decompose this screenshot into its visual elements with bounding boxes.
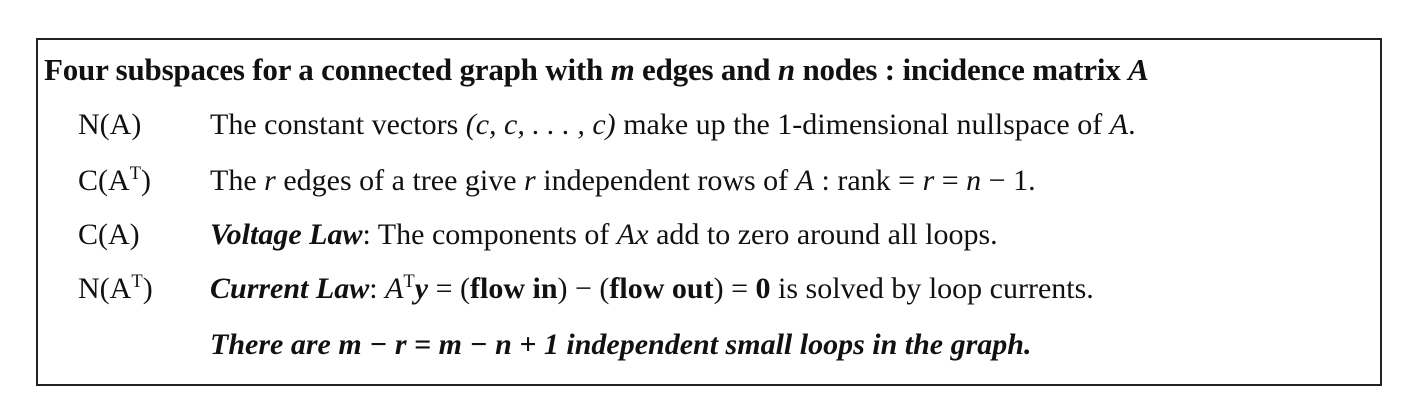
text: C(A [78, 164, 130, 197]
superscript: T [403, 270, 415, 292]
text: is solved by loop currents. [770, 272, 1094, 305]
text: ) [141, 164, 152, 197]
text: make up the 1-dimensional nullspace of [615, 108, 1110, 141]
text-rowspace [210, 164, 1036, 198]
text: ) [142, 272, 153, 305]
subspaces-box [36, 38, 1382, 386]
text: : rank = [814, 164, 923, 197]
math: Ax [616, 218, 649, 251]
superscript: T [131, 270, 143, 292]
title-text-2: edges and [634, 52, 778, 87]
math: (c, c, . . . , c) [465, 108, 616, 141]
text: N(A [78, 272, 132, 305]
math-bold: y [414, 272, 429, 305]
label-nullspace: N(A) [78, 108, 142, 141]
title-n: n [777, 52, 795, 87]
law-name: Voltage Law [210, 218, 363, 251]
text: edges of a tree give [275, 164, 525, 197]
text-loop-count [210, 328, 1031, 362]
label-left-nullspace [78, 272, 228, 306]
text: . [1128, 108, 1136, 141]
text: independent small loops in the graph. [558, 328, 1032, 361]
title-text-1: Four subspaces for a connected graph with [44, 52, 611, 87]
title-A: A [1128, 52, 1149, 87]
text: The constant vectors [210, 108, 466, 141]
math: r [922, 164, 935, 197]
bold-text: flow out [609, 272, 714, 305]
text: There are [210, 328, 339, 361]
title-text-3: nodes : incidence matrix [794, 52, 1129, 87]
math: A [385, 272, 404, 305]
text: ) = [713, 272, 756, 305]
label-rowspace [78, 164, 228, 198]
math: A [795, 164, 814, 197]
text-left-nullspace [210, 272, 1094, 306]
title-m: m [610, 52, 635, 87]
text-nullspace [210, 108, 1136, 142]
text: = [934, 164, 967, 197]
math: m − r = m − n + 1 [338, 328, 559, 361]
box-title [44, 52, 1149, 88]
superscript: T [129, 162, 142, 184]
text-columnspace [210, 218, 998, 252]
math: A [1109, 108, 1129, 141]
math: n [966, 164, 982, 197]
math: r [524, 164, 536, 197]
text: − 1. [981, 164, 1036, 197]
text: The [210, 164, 265, 197]
text: independent rows of [535, 164, 796, 197]
text: : [369, 272, 386, 305]
bold-text: 0 [755, 272, 771, 305]
text: = ( [428, 272, 470, 305]
text: ) − ( [557, 272, 610, 305]
text: add to zero around all loops. [648, 218, 998, 251]
label-columnspace: C(A) [78, 218, 140, 251]
math: r [264, 164, 276, 197]
text: : The components of [362, 218, 617, 251]
law-name: Current Law [210, 272, 370, 305]
bold-text: flow in [470, 272, 558, 305]
